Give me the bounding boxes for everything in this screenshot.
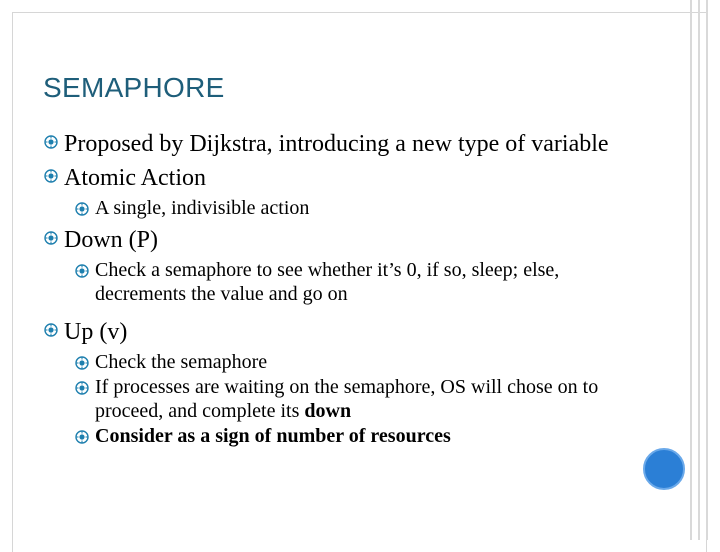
bullet-item — [44, 128, 644, 160]
sun-bullet-icon — [44, 135, 58, 149]
sub-bullet-item — [44, 258, 644, 306]
sun-bullet-icon — [44, 169, 58, 183]
sub-bullet-text-bold: down — [304, 400, 352, 422]
sun-bullet-icon — [44, 323, 58, 337]
sub-bullet-text: Check a semaphore to see whether it’s 0, if so, sleep; else, decrements the value and go on — [95, 259, 560, 305]
sub-bullet-item — [44, 375, 644, 423]
bullet-text: Atomic Action — [64, 165, 206, 191]
sub-bullet-text-bold: Consider as a sign of number of resources — [95, 425, 451, 447]
sub-bullet-item — [44, 424, 644, 448]
bullet-text: Down (P) — [64, 227, 158, 253]
right-rail — [690, 0, 692, 540]
sub-bullet-item — [44, 350, 644, 374]
decorative-circle — [643, 448, 685, 490]
sub-bullet-text-prefix: If processes are waiting on the semaphore, OS will chose on to proceed, and complete its — [95, 376, 599, 422]
bullet-item — [44, 316, 644, 348]
bullet-list — [44, 128, 644, 449]
bullet-item — [44, 224, 644, 256]
sun-bullet-icon — [75, 430, 89, 444]
right-rail — [706, 0, 708, 540]
sub-bullet-item — [44, 196, 644, 220]
sub-bullet-text: A single, indivisible action — [95, 197, 310, 219]
sun-bullet-icon — [75, 264, 89, 278]
sun-bullet-icon — [75, 356, 89, 370]
bullet-text: Up (v) — [64, 319, 128, 345]
slide-title: SEMAPHORE — [43, 72, 225, 103]
sun-bullet-icon — [75, 202, 89, 216]
right-rail — [698, 0, 700, 540]
sun-bullet-icon — [75, 381, 89, 395]
sub-bullet-text: Check the semaphore — [95, 351, 268, 373]
bullet-item — [44, 162, 644, 194]
bullet-text: Proposed by Dijkstra, introducing a new type of variable — [64, 131, 609, 157]
sun-bullet-icon — [44, 231, 58, 245]
